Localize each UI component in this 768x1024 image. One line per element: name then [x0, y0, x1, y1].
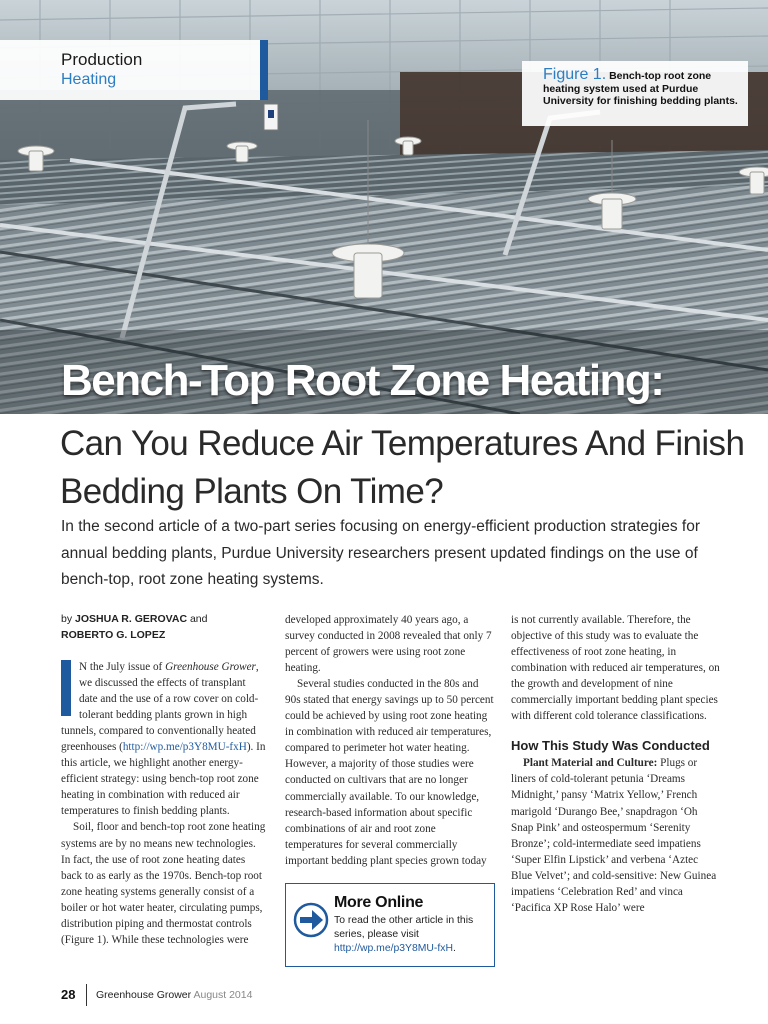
article-link[interactable]: http://wp.me/p3Y8MU-fxH [122, 741, 247, 754]
paragraph-3 [285, 612, 495, 869]
dek: In the second article of a two-part series focusing on energy-efficient production strategies for annual bedding plants, Purdue University researchers present updated findings on the use of bench-top, root zone heating systems. [61, 518, 701, 588]
more-online-box [285, 883, 495, 967]
headline: Bench-Top Root Zone Heating: [61, 356, 664, 405]
column-3 [511, 612, 721, 916]
author-2: ROBERTO G. LOPEZ [61, 628, 166, 641]
footer-divider [86, 984, 87, 1006]
byline [61, 612, 267, 643]
paragraph-2-continued: developed approximately 40 years ago, a survey conducted in 2008 revealed that only 7 percent of growers were using root zone heating. [285, 614, 492, 675]
figure-caption [543, 66, 743, 108]
paragraph-3-text: Several studies conducted in the 80s and 90s stated that energy savings up to 50 percent could be achieved by using root zone heating in combination with reduced air temperatures, compared to perimeter hot water heating. However, a majority of those studies were conducted on cultivars that are no longer commercially available. To our knowledge, research-based information about specific combinations of air and root zone temperatures for several commercially important bedding plant species grown today [285, 678, 494, 867]
section-subsection: Heating [61, 71, 117, 88]
more-online-text [334, 914, 489, 956]
byline-prefix: by [61, 613, 73, 625]
publication-italic: Greenhouse Grower [165, 661, 256, 673]
subheadline: Can You Reduce Air Temperatures And Finish Bedding Plants On Time? [60, 424, 745, 511]
section-name: Production [61, 50, 143, 69]
footer-publication [96, 989, 252, 1001]
more-online-period: . [452, 943, 456, 954]
section-accent-bar [260, 40, 268, 100]
more-online-body: To read the other article in this series, please visit [334, 915, 474, 940]
paragraph-2: Soil, floor and bench-top root zone heating systems are by no means new technologies. In fact, the use of root zone heating dates back to as early as the 1970s. Bench-top root zone heating systems generally consist of a boiler or hot water heater, circulating pumps, distribution piping and thermostat controls (Figure 1). While these technologies were [61, 821, 266, 946]
more-online-title: More Online [334, 894, 424, 911]
column-2 [285, 612, 495, 870]
section-heading: How This Study Was Conducted [511, 738, 710, 754]
byline-conjunction: and [189, 613, 208, 625]
section-tab [0, 40, 262, 100]
page-number: 28 [61, 987, 76, 1002]
figure-caption-box [522, 61, 748, 126]
paragraph-3-continued: is not currently available. Therefore, the objective of this study was to evaluate the effectiveness of root zone heating, in combination with reduced air temperatures, on the growth and development of nine commercially important bedding plant species with different cold tolerance classifications. [511, 614, 720, 723]
column-1 [61, 612, 267, 948]
paragraph-1-b: , we discussed the effects of transplant date and the use of a row cover on cold-tolerant bedding plants grown in high tunnels, compared to conventionally heated greenhouses ( [61, 661, 259, 754]
paragraph-1-a: N the July issue of [79, 661, 166, 673]
arrow-right-circle-icon[interactable] [293, 902, 329, 938]
figure-label: Figure 1. [543, 66, 607, 83]
issue-date: August 2014 [193, 989, 253, 1001]
drop-cap [61, 660, 71, 716]
author-1: JOSHUA R. GEROVAC [75, 613, 188, 625]
paragraph-1-c: ). In this article, we highlight another energy-efficient strategy: using bench-top root zone heating in combination with reduced air temperatures to finish bedding plants. [61, 741, 266, 818]
paragraph-4 [511, 755, 721, 915]
more-online-link[interactable]: http://wp.me/p3Y8MU-fxH [334, 943, 453, 954]
run-in-heading: Plant Material and Culture: [523, 757, 658, 770]
figure-caption-text: Bench-top root zone heating system used at Purdue University for finishing bedding plants. [543, 70, 738, 107]
paragraph-1 [61, 659, 267, 819]
paragraph-4-text: Plugs or liners of cold-tolerant petunia ‘Dreams Midnight,’ pansy ‘Matrix Yellow,’ French marigold ‘Durango Bee,’ snapdragon ‘Oh Snap Pink’ and osteospermum ‘Serenity Bronze’; cold-intermediate seed impatiens ‘Super Elfin Lipstick’ and verbena ‘Aztec Blue Velvet’; and cold-sensitive: New Guinea impatiens ‘Celebration Red’ and vinca ‘Pacifica XP Rose Halo’ were [511, 757, 717, 914]
publication-name: Greenhouse Grower [96, 989, 192, 1001]
